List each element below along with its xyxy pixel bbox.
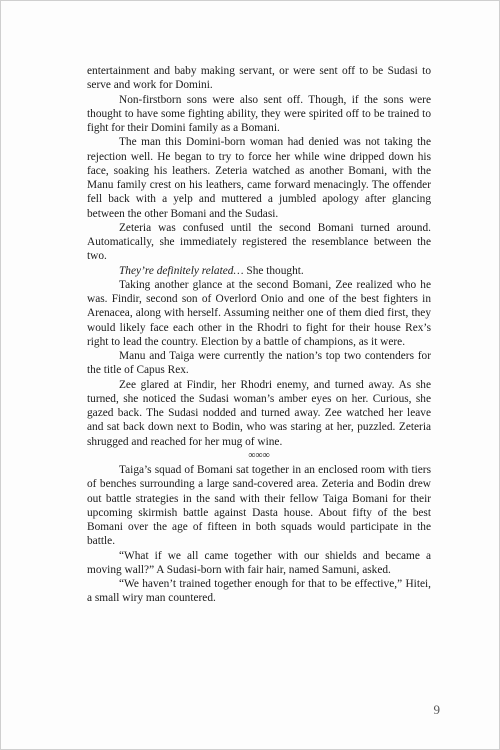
paragraph: Manu and Taiga were currently the nation’s top two contenders for the title of Capus Rex. [87,350,431,377]
paragraph: “We haven’t trained together enough for that to be effective,” Hitei, a small wiry man countered. [87,578,431,605]
scene-break-ornament: ∞∞∞ [248,449,270,461]
paragraph: Taiga’s squad of Bomani sat together in an enclosed room with tiers of benches surrounding a large sand-covered area. Zeteria and Bodin drew out battle strategies in the sand with their fellow Taiga Bomani for their upcoming skirmish battle against Dasta house. About fifty of the best Bomani over the age of fifteen in both squads would participate in the battle. [87,464,431,548]
paragraph-thought [87,264,431,278]
page-number: 9 [433,702,440,717]
paragraph-continued: entertainment and baby making servant, or were sent off to be Sudasi to serve and work for Domini. [87,65,431,92]
paragraph: Zeteria was confused until the second Bomani turned around. Automatically, she immediately registered the resemblance between the two. [87,221,431,263]
paragraph: The man this Domini-born woman had denied was not taking the rejection well. He began to try to force her while wine dripped down his face, soaking his leathers. Zeteria watched as another Bomani, with the Manu family crest on his leathers, came forward menacingly. The offender fell back with a yelp and muttered a jumbled apology after glancing between the other Bomani and the Sudasi. [87,136,431,220]
paragraph: “What if we all came together with our shields and became a moving wall?” A Sudasi-born with fair hair, named Samuni, asked. [87,549,431,576]
paragraph: Zee glared at Findir, her Rhodri enemy, and turned away. As she turned, she noticed the Sudasi woman’s amber eyes on her. Curious, she gazed back. The Sudasi nodded and turned away. Zee watched her leave and sat back down next to Bodin, who was staring at her, puzzled. Zeteria shrugged and reached for her mug of wine. [87,378,431,448]
inner-thought: They’re definitely related… [119,264,244,277]
paragraph: Taking another glance at the second Bomani, Zee realized who he was. Findir, second son of Overlord Onio and one of the best fighters in Arenacea, along with herself. Assuming neither one of them died first, they would likely face each other in the Rhodri to fight for their house Rex’s right to lead the country. Election by a battle of champions, as it were. [87,278,431,348]
body-text [87,64,431,606]
paragraph: Non-firstborn sons were also sent off. Though, if the sons were thought to have some fighting ability, they were spirited off to be trained to fight for their Domini family as a Bomani. [87,93,431,134]
thought-attribution: She thought. [243,264,304,277]
